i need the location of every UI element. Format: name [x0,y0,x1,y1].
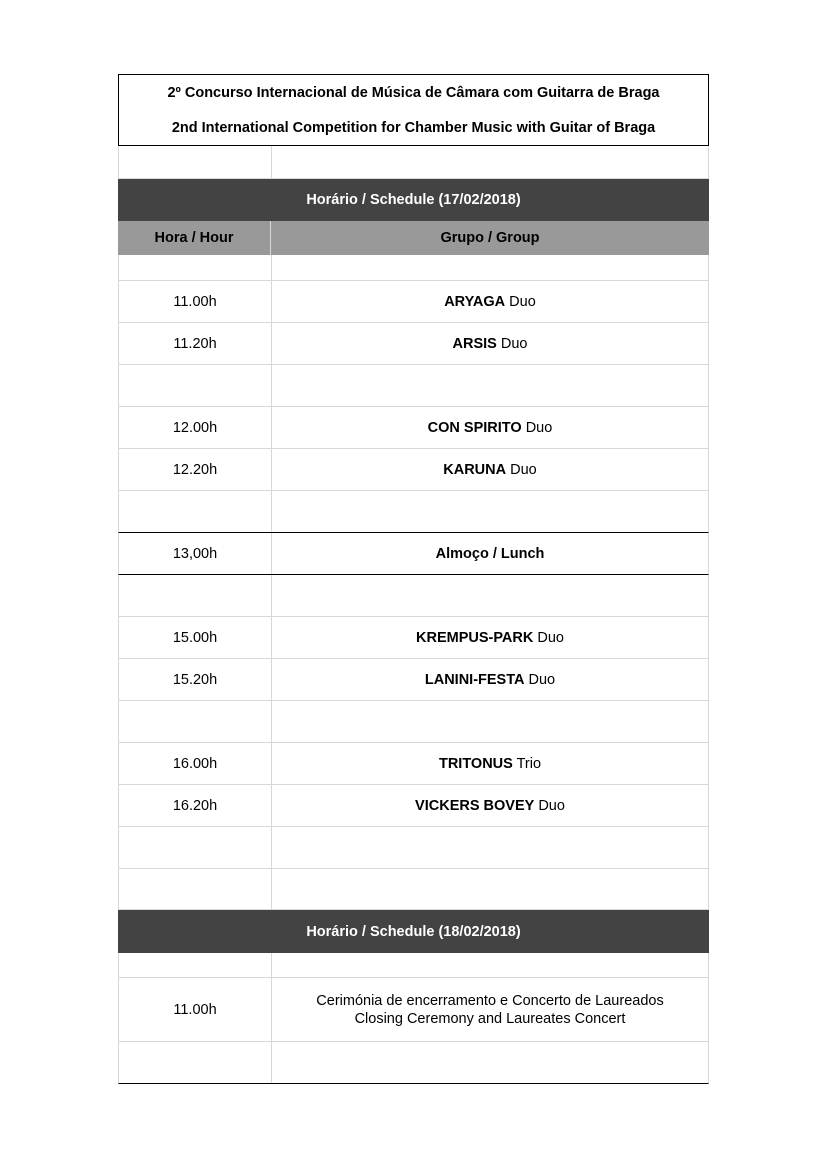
spacer-row [118,701,709,743]
table-row [118,659,709,701]
group-cell [272,407,708,448]
group-cell [272,743,708,784]
spacer-row [118,146,709,179]
ceremony-cell [272,978,708,1041]
group-type: Duo [496,335,528,352]
spacer-row [118,365,709,407]
group-type: Duo [533,629,564,646]
table-row [118,617,709,659]
spacer-row [118,255,709,281]
column-header-row [118,221,709,255]
group-name: ARSIS [452,335,497,352]
title-portuguese: 2º Concurso Internacional de Música de Câmara com Guitarra de Braga [167,84,660,101]
group-type: Duo [524,671,556,688]
schedule-page [118,74,709,1084]
group-cell [272,281,708,322]
spacer-row [118,953,709,978]
time-cell: 11.00h [119,978,272,1041]
group-name: ARYAGA [444,293,506,310]
table-row [118,407,709,449]
lunch-label: Almoço / Lunch [435,545,545,562]
group-name: KARUNA [443,461,507,478]
day1-schedule-band: Horário / Schedule (17/02/2018) [118,179,709,221]
group-type: Trio [512,755,542,772]
table-row [118,323,709,365]
table-row [118,449,709,491]
title-box [118,74,709,146]
title-english: 2nd International Competition for Chamber Music with Guitar of Braga [171,119,656,136]
time-cell: 12.20h [119,449,272,490]
group-cell [272,449,708,490]
group-name: CON SPIRITO [427,419,522,436]
spacer-row [118,869,709,910]
spacer-row [118,491,709,533]
time-cell: 11.00h [119,281,272,322]
spacer-row [118,827,709,869]
group-cell [272,617,708,658]
table-row [118,281,709,323]
column-header-group: Grupo / Group [440,230,540,246]
time-cell: 13,00h [119,533,272,574]
time-cell: 12.00h [119,407,272,448]
table-row [118,785,709,827]
spacer-row [118,1042,709,1084]
table-row [118,743,709,785]
time-cell: 15.00h [119,617,272,658]
time-cell: 15.20h [119,659,272,700]
time-cell: 16.00h [119,743,272,784]
group-cell [272,533,708,574]
day2-schedule-band: Horário / Schedule (18/02/2018) [118,910,709,953]
group-cell [272,323,708,364]
time-cell: 16.20h [119,785,272,826]
group-type: Duo [534,797,565,814]
spacer-row [118,575,709,617]
group-cell [272,785,708,826]
table-row [118,978,709,1042]
group-cell [272,659,708,700]
column-header-hour: Hora / Hour [118,221,271,255]
ceremony-pt: Cerimónia de encerramento e Concerto de Laureados [316,992,664,1009]
ceremony-en: Closing Ceremony and Laureates Concert [354,1010,626,1027]
group-name: KREMPUS-PARK [416,629,534,646]
group-type: Duo [521,419,553,436]
group-type: Duo [505,293,536,310]
group-name: VICKERS BOVEY [415,797,535,814]
time-cell: 11.20h [119,323,272,364]
group-name: TRITONUS [438,755,513,772]
group-type: Duo [506,461,537,478]
group-name: LANINI-FESTA [424,671,525,688]
lunch-row [118,533,709,575]
